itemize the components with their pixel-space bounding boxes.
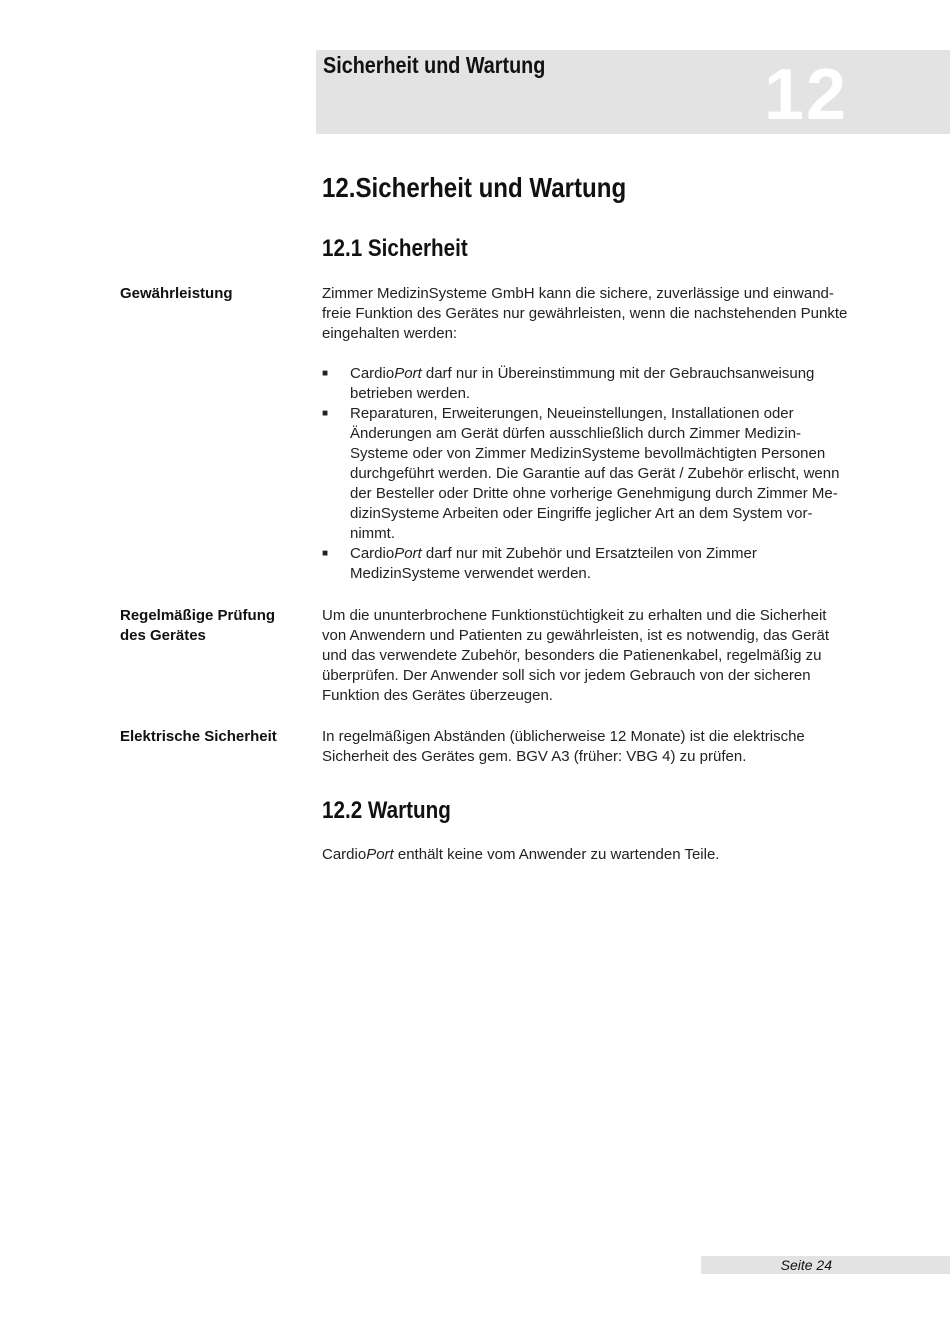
text-line: In regelmäßigen Abständen (üblicherweise 12 Monate) ist die elektrische xyxy=(322,728,805,745)
text-line: von Anwendern und Patienten zu gewährleisten, ist es notwendig, das Gerät xyxy=(322,627,829,644)
text-line: MedizinSysteme verwendet werden. xyxy=(350,565,591,582)
inspection-paragraph xyxy=(322,606,842,706)
text-line: durchgeführt werden. Die Garantie auf das Gerät / Zubehör erlischt, wenn xyxy=(350,465,840,482)
warranty-intro xyxy=(322,284,848,344)
text-fragment: darf nur mit Zubehör und Ersatzteilen von Zimmer xyxy=(421,545,757,562)
electrical-paragraph xyxy=(322,727,842,767)
section-heading-wartung: 12.2 Wartung xyxy=(322,797,451,824)
bullet-square-icon: ■ xyxy=(322,548,329,559)
list-item xyxy=(322,364,842,404)
bullet-square-icon: ■ xyxy=(322,368,329,379)
list-item xyxy=(322,544,842,584)
text-line xyxy=(322,845,842,865)
text-line: Regelmäßige Prüfung xyxy=(120,607,276,624)
side-label-inspection xyxy=(120,606,305,646)
text-line: Systeme oder von Zimmer MedizinSysteme bevollmächtigten Personen xyxy=(350,445,826,462)
product-name: Cardio xyxy=(322,846,367,863)
section-heading-sicherheit: 12.1 Sicherheit xyxy=(322,235,468,262)
text-line: Reparaturen, Erweiterungen, Neueinstellungen, Installationen oder xyxy=(350,405,794,422)
product-name: Cardio xyxy=(350,365,395,382)
text-line: eingehalten werden: xyxy=(322,325,458,342)
text-line: Funktion des Gerätes überzeugen. xyxy=(322,687,553,704)
text-fragment: darf nur in Übereinstimmung mit der Gebrauchsanweisung xyxy=(421,365,815,382)
product-name-italic: Port xyxy=(366,846,394,863)
text-line: dizinSysteme Arbeiten oder Eingriffe jeglicher Art an dem System vor- xyxy=(350,505,813,522)
text-line: überprüfen. Der Anwender soll sich vor jedem Gebrauch von der sicheren xyxy=(322,667,811,684)
text-line: Änderungen am Gerät dürfen ausschließlich durch Zimmer Medizin- xyxy=(350,425,802,442)
text-line: des Gerätes xyxy=(120,627,206,644)
list-item xyxy=(322,404,842,544)
text-line: freie Funktion des Gerätes nur gewährleisten, wenn die nachstehenden Punkte xyxy=(322,305,848,322)
text-line: der Besteller oder Dritte ohne vorherige Genehmigung durch Zimmer Me- xyxy=(350,485,838,502)
text-line xyxy=(350,544,842,564)
chapter-header-title: Sicherheit und Wartung xyxy=(323,52,546,78)
product-name-italic: Port xyxy=(394,365,422,382)
bullet-square-icon: ■ xyxy=(322,408,329,419)
chapter-heading: 12.Sicherheit und Wartung xyxy=(322,172,627,203)
side-label-electrical: Elektrische Sicherheit xyxy=(120,728,277,745)
product-name: Cardio xyxy=(350,545,395,562)
text-fragment: enthält keine vom Anwender zu wartenden Teile. xyxy=(393,846,720,863)
warranty-bullet-list xyxy=(322,364,842,584)
text-line: betrieben werden. xyxy=(350,385,471,402)
page-footer-band xyxy=(701,1256,950,1274)
text-line: Sicherheit des Gerätes gem. BGV A3 (früher: VBG 4) zu prüfen. xyxy=(322,748,747,765)
side-label-warranty: Gewährleistung xyxy=(120,285,233,302)
chapter-number: 12 xyxy=(764,55,849,135)
text-line xyxy=(350,364,842,384)
page-number: Seite 24 xyxy=(780,1257,832,1273)
text-line: und das verwendete Zubehör, besonders die Patienenkabel, regelmäßig zu xyxy=(322,647,822,664)
text-line: Um die ununterbrochene Funktionstüchtigkeit zu erhalten und die Sicherheit xyxy=(322,607,827,624)
text-line: Zimmer MedizinSysteme GmbH kann die sichere, zuverlässige und einwand- xyxy=(322,285,834,302)
product-name-italic: Port xyxy=(394,545,422,562)
maintenance-paragraph xyxy=(322,845,842,865)
chapter-header-band xyxy=(316,50,950,134)
text-line: nimmt. xyxy=(350,525,395,542)
